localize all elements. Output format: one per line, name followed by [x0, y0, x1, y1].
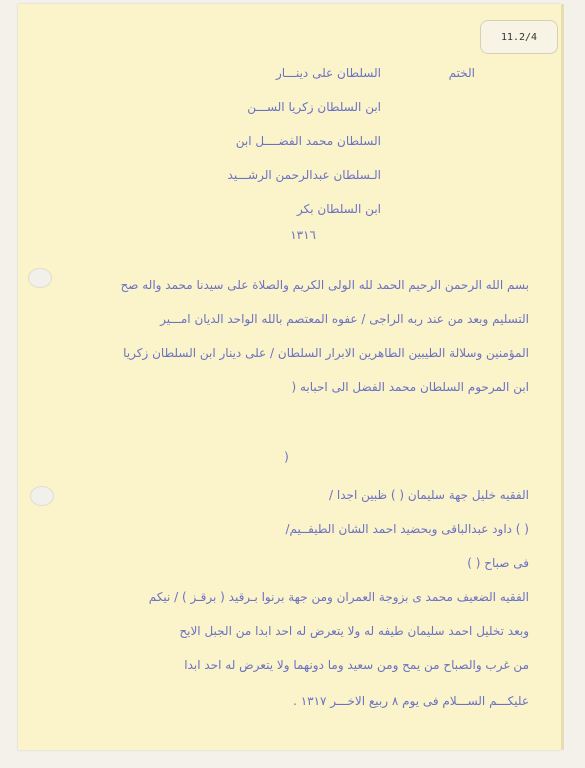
body-line-1: الفقيه خليل جهة سليمان ( ) ظبين اجدا /: [329, 488, 529, 502]
seal-label: الختم: [448, 66, 475, 80]
body-line-2: ( ) داود عبدالباقى وبحضيد احمد الشان الطيفــيم/: [285, 522, 529, 536]
seal-line-5: ابن السلطان بكر: [296, 202, 381, 216]
open-paren-mark: (: [284, 450, 289, 464]
seal-line-2: ابن السلطان زكريا الســـن: [247, 100, 381, 114]
seal-line-4: الـسلطان عبدالرحمن الرشـــيد: [227, 168, 381, 182]
punch-hole-top: [28, 268, 52, 288]
seal-line-1: السلطان على دينـــار: [275, 66, 381, 80]
preamble-line-3: المؤمنين وسلالة الطيبين الطاهرين الابرار السلطان / على دينار ابن السلطان زكريا: [123, 346, 529, 360]
preamble-line-4: ابن المرحوم السلطان محمد الفضل الى احبابه (: [291, 380, 529, 394]
body-line-4: الفقيه الضعيف محمد ى بزوجة العمران ومن جهة برنوا بـرقيد ( برقـز ) / نيكم: [148, 590, 529, 604]
seal-year: ١٣١٦: [290, 228, 316, 242]
closing-line: عليكـــم الســـلام فى يوم ٨ ربيع الاخـــر ١٣١٧ .: [293, 694, 529, 708]
preamble-line-1: بسم الله الرحمن الرحيم الحمد لله الولى الكريم والصلاة على سيدنا محمد واله صح: [120, 278, 529, 292]
body-line-3: فى صباح ( ): [467, 556, 529, 570]
preamble-line-2: التسليم وبعد من عند ربه الراجى / عفوه المعتصم بالله الواحد الديان امـــير: [160, 312, 529, 326]
body-line-6: من غرب والصباح من يمح ومن سعيد وما دونهما ولا يتعرض له احد ابدا: [184, 658, 529, 672]
reference-code: 11.2/4: [500, 31, 538, 43]
reference-label: [480, 20, 558, 54]
document-page: [18, 4, 561, 750]
body-line-5: وبعد تخليل احمد سليمان طيفه له ولا يتعرض له احد ابدا من الجبل الايح: [179, 624, 529, 638]
seal-line-3: السلطان محمد الفضــــل ابن: [235, 134, 381, 148]
punch-hole-bottom: [30, 486, 54, 506]
